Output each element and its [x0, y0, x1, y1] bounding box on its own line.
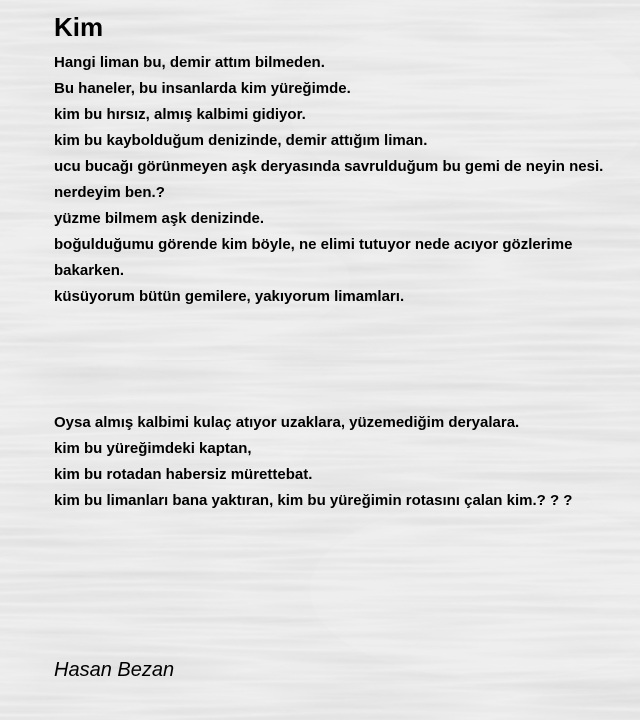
- poem-line: kim bu rotadan habersiz mürettebat.: [54, 466, 313, 483]
- poem-line: kim bu limanları bana yaktıran, kim bu yüreğimin rotasını çalan kim.? ? ?: [54, 492, 573, 509]
- poem-stanza-2: [54, 410, 572, 514]
- poem-line: kim bu kaybolduğum denizinde, demir attığım liman.: [54, 132, 428, 149]
- poem-stanza-1: [54, 50, 603, 310]
- poem-line: küsüyorum bütün gemilere, yakıyorum limamları.: [54, 288, 405, 305]
- poem-line: bakarken.: [54, 262, 125, 279]
- poem-line: kim bu yüreğimdeki kaptan,: [54, 440, 252, 457]
- poem-line: kim bu hırsız, almış kalbimi gidiyor.: [54, 106, 306, 123]
- poem-line: nerdeyim ben.?: [54, 184, 165, 201]
- poem-line: boğulduğumu görende kim böyle, ne elimi tutuyor nede acıyor gözlerime: [54, 236, 573, 253]
- poem-line: Oysa almış kalbimi kulaç atıyor uzaklara, yüzemediğim deryalara.: [54, 414, 520, 431]
- poem-line: Bu haneler, bu insanlarda kim yüreğimde.: [54, 80, 351, 97]
- poem-title: Kim: [54, 12, 104, 42]
- poem-panel-bottom: [0, 360, 640, 720]
- poem-line: ucu bucağı görünmeyen aşk deryasında savrulduğum bu gemi de neyin nesi.: [54, 158, 604, 175]
- poem-line: yüzme bilmem aşk denizinde.: [54, 210, 265, 227]
- poem-line: Hangi liman bu, demir attım bilmeden.: [54, 54, 325, 71]
- poem-author: Hasan Bezan: [54, 659, 175, 681]
